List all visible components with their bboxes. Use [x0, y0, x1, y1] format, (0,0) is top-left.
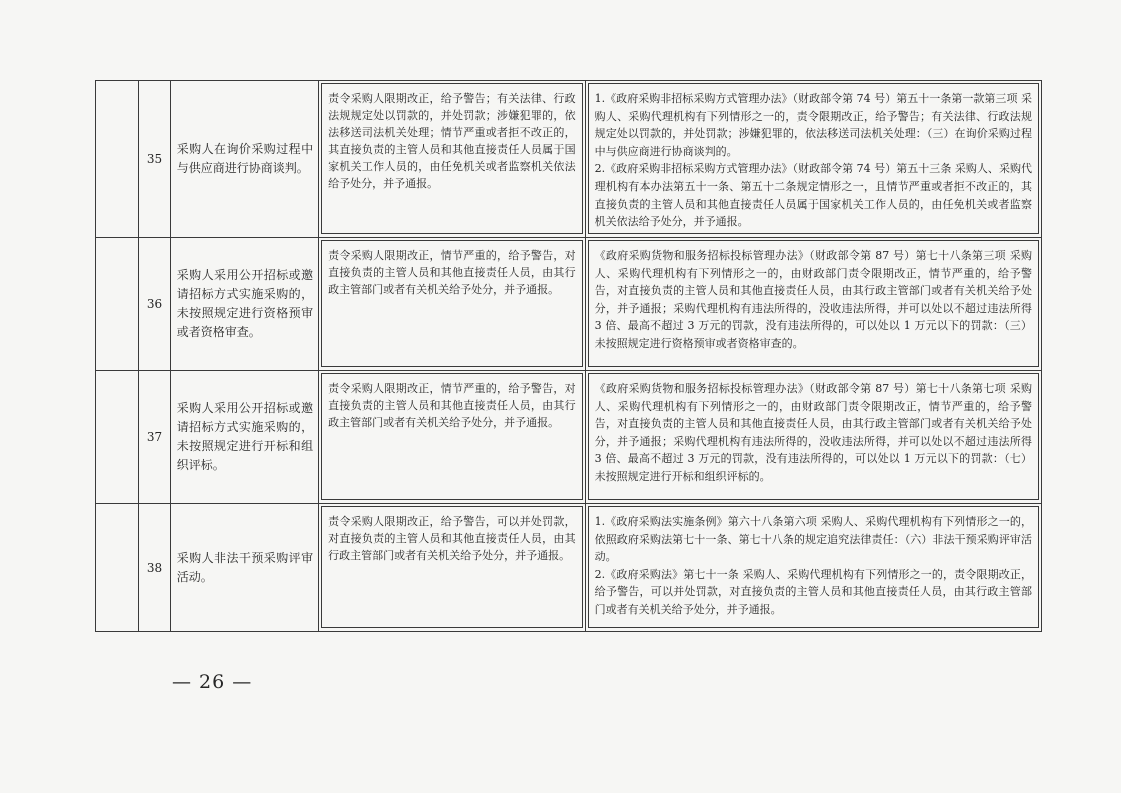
table-row: [96, 504, 1042, 632]
legal-basis-text: [588, 506, 1039, 628]
row-number: 36: [139, 238, 170, 371]
punishment-text: 责令采购人限期改正，情节严重的，给予警告，对直接负责的主管人员和其他直接责任人员，由其行政主管部门或者有关机关给予处分，并予通报。: [321, 240, 583, 367]
penalty-table: [95, 80, 1042, 632]
punishment-text: 责令采购人限期改正，给予警告，可以并处罚款，对直接负责的主管人员和其他直接责任人员，由其行政主管部门或者有关机关给予处分，并予通报。: [321, 506, 583, 628]
legal-basis-paragraph: 2.《政府采购非招标采购方式管理办法》（财政部令第 74 号）第五十三条 采购人、采购代理机构有本办法第五十一条、第五十二条规定情形之一，且情节严重或者拒不改正的，其直接负责的主管人员和其他直接责任人员属于国家机关工作人员的，由任免机关或者监察机关依法给予处分，并予通报。: [594, 162, 1032, 229]
table-row: [96, 238, 1042, 371]
blank-cell: [96, 81, 139, 238]
legal-basis-text: [588, 240, 1039, 367]
table-row: [96, 81, 1042, 238]
legal-basis-paragraph: 《政府采购货物和服务招标投标管理办法》（财政部令第 87 号）第七十八条第三项 采购人、采购代理机构有下列情形之一的，由财政部门责令限期改正，情节严重的，给予警告，对直接负责的主管人员和其他直接责任人员，由其行政主管部门或者有关机关给予处分，并予通报；采购代理机构有违法所得的，没收违法所得，并可以处以不超过违法所得 3 倍、最高不超过 3 万元的罚款，没有违法所得的，可以处以 1 万元以下的罚款：（三）未按照规定进行资格预审或者资格审查的。: [594, 249, 1032, 350]
legal-basis-cell: [585, 238, 1041, 371]
legal-basis-paragraph: 2.《政府采购法》第七十一条 采购人、采购代理机构有下列情形之一的，责令限期改正，给予警告，可以并处罚款，对直接负责的主管人员和其他直接责任人员，由其行政主管部门或者有关机关给予处分，并予通报。: [594, 567, 1032, 616]
row-number: 37: [139, 371, 170, 504]
legal-basis-paragraph: 1.《政府采购非招标采购方式管理办法》（财政部令第 74 号）第五十一条第一款第三项 采购人、采购代理机构有下列情形之一的，责令限期改正，给予警告；有关法律、行政法规规定处以罚款的，并处罚款；涉嫌犯罪的，依法移送司法机关处理：（三）在询价采购过程中与供应商进行协商谈判的。: [594, 92, 1032, 158]
punishment-cell: [319, 238, 586, 371]
punishment-text: 责令采购人限期改正，给予警告；有关法律、行政法规规定处以罚款的，并处罚款；涉嫌犯罪的，依法移送司法机关处理；情节严重或者拒不改正的，其直接负责的主管人员和其他直接责任人员属于国家机关工作人员的，由任免机关或者监察机关依法给予处分，并予通报。: [321, 83, 583, 234]
legal-basis-cell: [585, 371, 1041, 504]
page-number: — 26 —: [172, 671, 253, 693]
row-number: 38: [139, 504, 170, 632]
row-number: 35: [139, 81, 170, 238]
blank-cell: [96, 504, 139, 632]
table-row: [96, 371, 1042, 504]
punishment-cell: [319, 371, 586, 504]
punishment-text: 责令采购人限期改正，情节严重的，给予警告，对直接负责的主管人员和其他直接责任人员，由其行政主管部门或者有关机关给予处分，并予通报。: [321, 373, 583, 500]
legal-basis-cell: [585, 81, 1041, 238]
punishment-cell: [319, 81, 586, 238]
violation-description: 采购人非法干预采购评审活动。: [170, 504, 318, 632]
legal-basis-paragraph: 1.《政府采购法实施条例》第六十八条第六项 采购人、采购代理机构有下列情形之一的，依照政府采购法第七十一条、第七十八条的规定追究法律责任：（六）非法干预采购评审活动。: [594, 515, 1032, 564]
violation-description: 采购人在询价采购过程中与供应商进行协商谈判。: [170, 81, 318, 238]
legal-basis-cell: [585, 504, 1041, 632]
blank-cell: [96, 238, 139, 371]
legal-basis-text: [588, 373, 1039, 500]
legal-basis-text: [588, 83, 1039, 234]
punishment-cell: [319, 504, 586, 632]
blank-cell: [96, 371, 139, 504]
violation-description: 采购人采用公开招标或邀请招标方式实施采购的，未按照规定进行资格预审或者资格审查。: [170, 238, 318, 371]
legal-basis-paragraph: 《政府采购货物和服务招标投标管理办法》（财政部令第 87 号）第七十八条第七项 采购人、采购代理机构有下列情形之一的，由财政部门责令限期改正，情节严重的，给予警告，对直接负责的主管人员和其他直接责任人员，由其行政主管部门或者有关机关给予处分，并予通报；采购代理机构有违法所得的，没收违法所得，并可以处以不超过违法所得 3 倍、最高不超过 3 万元的罚款，没有违法所得的，可以处以 1 万元以下的罚款：（七）未按照规定进行开标和组织评标的。: [594, 382, 1032, 483]
violation-description: 采购人采用公开招标或邀请招标方式实施采购的，未按照规定进行开标和组织评标。: [170, 371, 318, 504]
